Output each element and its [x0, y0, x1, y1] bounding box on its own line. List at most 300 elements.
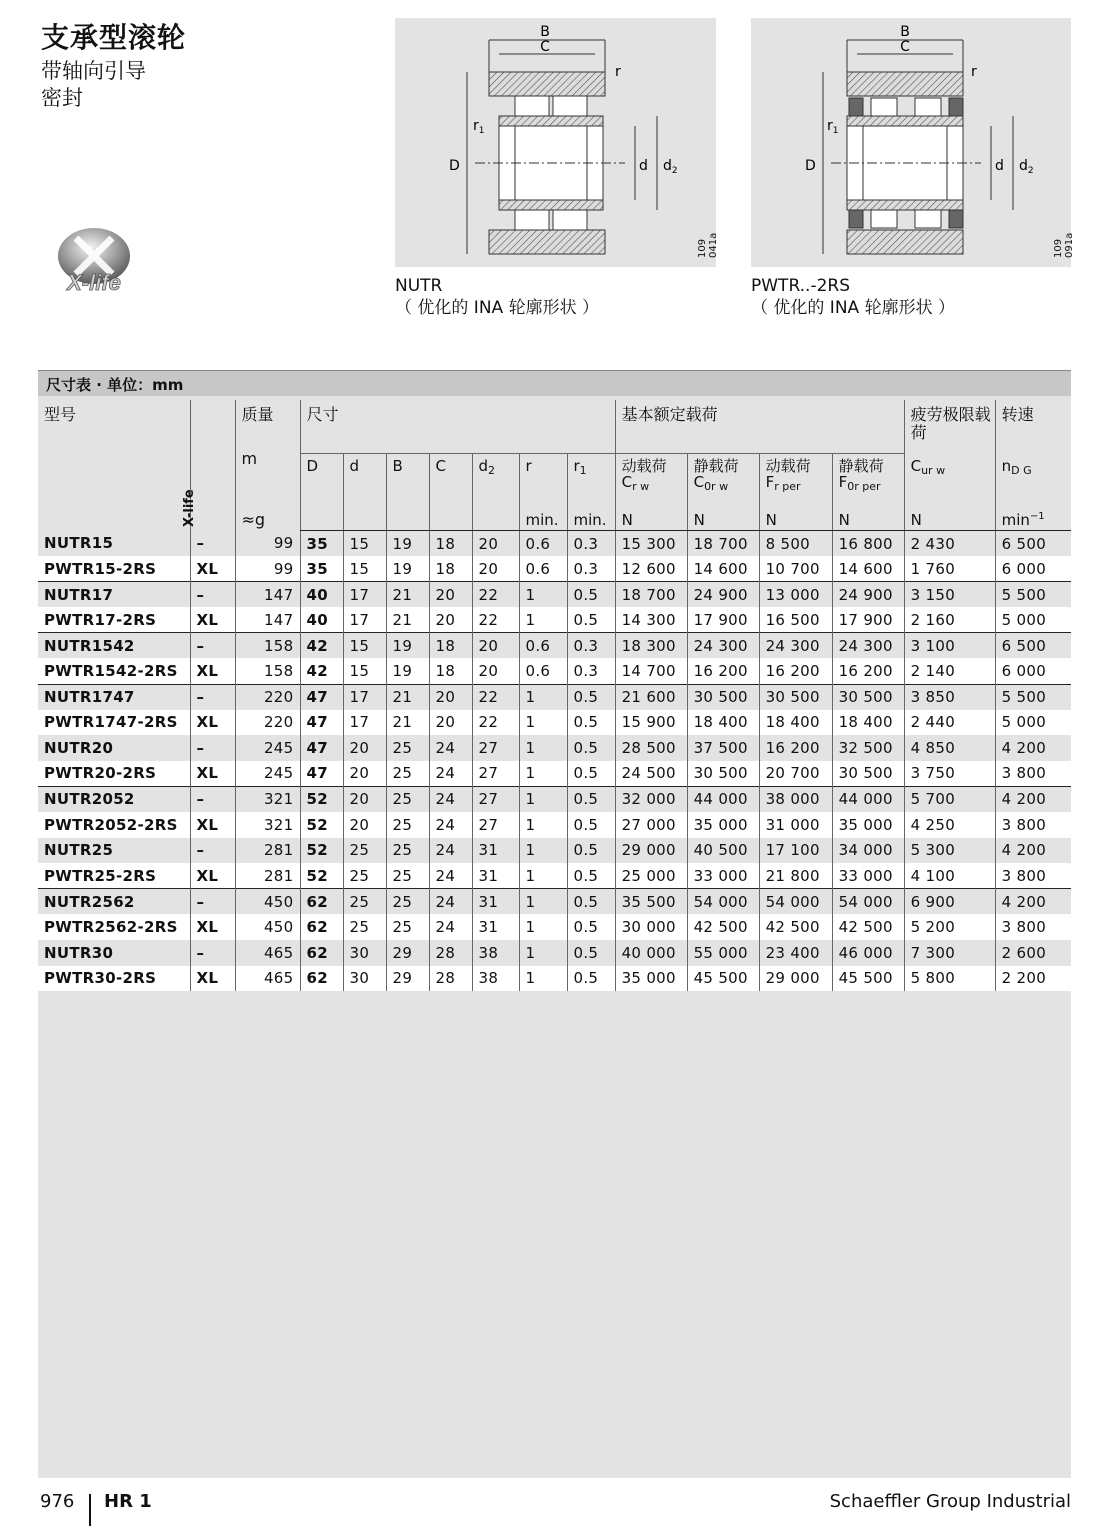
table-row: [38, 786, 1071, 812]
table-row: [38, 889, 1071, 915]
table-cell: 2 440: [904, 710, 995, 736]
table-cell: 24: [429, 914, 472, 940]
table-cell: XL: [190, 658, 235, 684]
table-cell: 1: [519, 761, 567, 787]
table-cell: 20: [472, 556, 519, 582]
table-cell: 0.6: [519, 531, 567, 557]
table-cell: 17: [343, 710, 386, 736]
table-cell: 40: [300, 607, 343, 633]
table-cell: 20: [429, 684, 472, 710]
table-cell: 16 500: [759, 607, 832, 633]
table-cell: 1 760: [904, 556, 995, 582]
table-cell: 4 100: [904, 863, 995, 889]
table-cell: 47: [300, 684, 343, 710]
table-cell: 147: [235, 582, 300, 608]
cell-model: PWTR25-2RS: [44, 866, 157, 885]
header-d: d: [343, 454, 386, 531]
table-cell: 0.5: [567, 710, 615, 736]
cell-model: PWTR2562-2RS: [44, 918, 178, 937]
dim-label-D: D: [805, 158, 816, 174]
table-cell: 0.6: [519, 556, 567, 582]
dim-label-d2: $d_2$: [663, 158, 678, 176]
dim-label-b: B: [900, 24, 910, 40]
figure-name: NUTR: [395, 276, 443, 296]
table-cell: –: [190, 786, 235, 812]
table-cell: 1: [519, 684, 567, 710]
table-cell: –: [190, 531, 235, 557]
table-cell: 19: [386, 556, 429, 582]
table-cell: 20: [343, 812, 386, 838]
table-cell: 19: [386, 531, 429, 557]
figure-code: 109 091a: [1053, 232, 1075, 258]
table-cell: 2 140: [904, 658, 995, 684]
table-cell: 25: [343, 889, 386, 915]
cell-model: PWTR2052-2RS: [44, 815, 178, 834]
table-cell: XL: [190, 914, 235, 940]
table-cell: 321: [235, 812, 300, 838]
table-cell: 3 150: [904, 582, 995, 608]
header-model: 型号: [44, 405, 77, 424]
table-cell: 18 400: [687, 710, 759, 736]
header-static-load-c0rw: 静载荷 $C_{0r w}$ N: [687, 454, 759, 531]
table-cell: 18: [429, 531, 472, 557]
header-speed-ndg: $n_{D G}$ $\min^{-1}$: [995, 454, 1071, 531]
page-subtitle: [41, 58, 146, 112]
table-cell: 47: [300, 735, 343, 761]
table-cell: 15: [343, 556, 386, 582]
table-cell: 30 500: [832, 684, 904, 710]
table-cell: 99: [235, 531, 300, 557]
table-cell: 99: [235, 556, 300, 582]
table-row: [38, 633, 1071, 659]
table-cell: 62: [300, 966, 343, 992]
table-cell: 16 200: [832, 658, 904, 684]
table-cell: 42 500: [759, 914, 832, 940]
table-cell: 15 300: [615, 531, 687, 557]
dim-label-d: d: [639, 158, 648, 174]
table-header-row: [38, 400, 1071, 454]
table-cell: 7 300: [904, 940, 995, 966]
table-cell: 19: [386, 658, 429, 684]
table-cell: 20: [429, 607, 472, 633]
table-cell: 44 000: [832, 786, 904, 812]
table-row: [38, 966, 1071, 992]
figure-nutr-drawing: [395, 18, 719, 267]
table-cell: –: [190, 582, 235, 608]
table-cell: 5 500: [995, 582, 1071, 608]
table-cell: 24 900: [832, 582, 904, 608]
table-cell: XL: [190, 966, 235, 992]
table-cell: 450: [235, 914, 300, 940]
table-cell: 1: [519, 582, 567, 608]
table-cell: 0.5: [567, 582, 615, 608]
table-cell: 6 900: [904, 889, 995, 915]
table-cell: XL: [190, 761, 235, 787]
table-cell: 22: [472, 582, 519, 608]
table-cell: 18 300: [615, 633, 687, 659]
table-cell: 1: [519, 940, 567, 966]
table-cell: 4 200: [995, 735, 1071, 761]
table-cell: 27: [472, 786, 519, 812]
table-cell: 4 200: [995, 889, 1071, 915]
table-cell: 30 500: [687, 684, 759, 710]
table-cell: 23 400: [759, 940, 832, 966]
footer-company: Schaeffler Group Industrial: [829, 1491, 1071, 1512]
table-cell: 18 400: [759, 710, 832, 736]
table-cell: 25: [386, 761, 429, 787]
table-cell: 37 500: [687, 735, 759, 761]
table-cell: 24 300: [759, 633, 832, 659]
table-cell: 24: [429, 889, 472, 915]
figure-code: 109 041a: [697, 232, 719, 258]
dim-label-D: D: [449, 158, 460, 174]
x-life-logo-icon: [38, 222, 150, 298]
table-cell: 17: [343, 684, 386, 710]
table-cell: 24 300: [832, 633, 904, 659]
table-cell: 0.5: [567, 863, 615, 889]
table-cell: 24 900: [687, 582, 759, 608]
table-row: [38, 531, 1071, 557]
table-cell: 24 500: [615, 761, 687, 787]
table-cell: 25: [343, 838, 386, 864]
table-cell: 0.5: [567, 735, 615, 761]
table-cell: 1: [519, 838, 567, 864]
table-cell: 0.5: [567, 838, 615, 864]
table-cell: 29 000: [615, 838, 687, 864]
table-cell: 29: [386, 940, 429, 966]
table-cell: 0.5: [567, 812, 615, 838]
table-cell: 8 500: [759, 531, 832, 557]
table-cell: 30: [343, 940, 386, 966]
table-cell: 3 800: [995, 761, 1071, 787]
table-cell: 40 000: [615, 940, 687, 966]
table-cell: 31: [472, 863, 519, 889]
cell-model: NUTR2052: [38, 786, 190, 812]
table-cell: 25: [386, 889, 429, 915]
table-cell: 1: [519, 735, 567, 761]
table-cell: 38 000: [759, 786, 832, 812]
table-cell: 450: [235, 889, 300, 915]
cell-model: NUTR1747: [38, 684, 190, 710]
table-cell: 35 000: [832, 812, 904, 838]
table-cell: 15 900: [615, 710, 687, 736]
table-cell: –: [190, 838, 235, 864]
table-cell: 46 000: [832, 940, 904, 966]
header-d2: $d_2$: [472, 454, 519, 531]
table-cell: 0.3: [567, 531, 615, 557]
table-cell: 62: [300, 940, 343, 966]
table-cell: 52: [300, 863, 343, 889]
table-cell: 15: [343, 658, 386, 684]
table-cell: 5 300: [904, 838, 995, 864]
table-cell: 27: [472, 812, 519, 838]
table-cell: 0.5: [567, 940, 615, 966]
table-body: [38, 531, 1071, 992]
table-cell: 24: [429, 812, 472, 838]
table-cell: 47: [300, 761, 343, 787]
table-cell: 13 000: [759, 582, 832, 608]
table-cell: 54 000: [832, 889, 904, 915]
table-cell: 2 600: [995, 940, 1071, 966]
table-cell: 33 000: [687, 863, 759, 889]
table-cell: 35: [300, 531, 343, 557]
table-row: [38, 863, 1071, 889]
table-row: [38, 556, 1071, 582]
table-cell: 44 000: [687, 786, 759, 812]
table-cell: 21: [386, 607, 429, 633]
table-cell: 52: [300, 812, 343, 838]
table-cell: 0.6: [519, 658, 567, 684]
table-cell: 321: [235, 786, 300, 812]
table-cell: 1: [519, 607, 567, 633]
cell-model: PWTR20-2RS: [44, 764, 157, 783]
dim-label-r1: $r_1$: [473, 118, 485, 136]
table-cell: 5 000: [995, 607, 1071, 633]
table-cell: 29: [386, 966, 429, 992]
table-cell: 55 000: [687, 940, 759, 966]
table-cell: 20: [429, 710, 472, 736]
table-cell: 30: [343, 966, 386, 992]
cell-model: NUTR2562: [38, 889, 190, 915]
table-cell: 4 250: [904, 812, 995, 838]
table-cell: 25: [386, 838, 429, 864]
table-cell: XL: [190, 812, 235, 838]
table-cell: 33 000: [832, 863, 904, 889]
table-cell: 15: [343, 633, 386, 659]
table-cell: 17 100: [759, 838, 832, 864]
table-cell: 2 430: [904, 531, 995, 557]
table-cell: 2 200: [995, 966, 1071, 992]
table-cell: 31: [472, 914, 519, 940]
table-cell: 0.5: [567, 889, 615, 915]
table-row: [38, 735, 1071, 761]
header-xlife: X-life: [190, 400, 235, 531]
table-cell: 14 300: [615, 607, 687, 633]
table-cell: 20: [343, 786, 386, 812]
dim-label-d2: $d_2$: [1019, 158, 1034, 176]
table-row: [38, 607, 1071, 633]
x-life-logo-text: X-life: [67, 270, 121, 295]
table-cell: 1: [519, 889, 567, 915]
table-cell: 281: [235, 863, 300, 889]
table-cell: 25: [386, 735, 429, 761]
table-cell: 245: [235, 761, 300, 787]
cell-model: PWTR1542-2RS: [44, 662, 178, 681]
table-cell: 62: [300, 914, 343, 940]
table-cell: 22: [472, 684, 519, 710]
table-cell: –: [190, 889, 235, 915]
table-cell: –: [190, 684, 235, 710]
table-cell: XL: [190, 863, 235, 889]
table-cell: 24: [429, 838, 472, 864]
table-cell: 465: [235, 966, 300, 992]
subtitle-line-2: 密封: [41, 86, 83, 110]
table-row: [38, 710, 1071, 736]
table-cell: 24: [429, 863, 472, 889]
table-cell: 35 000: [687, 812, 759, 838]
header-dimensions: 尺寸: [300, 400, 615, 454]
table-cell: 16 200: [759, 735, 832, 761]
dim-label-c: C: [540, 39, 550, 55]
table-row: [38, 658, 1071, 684]
table-cell: 27 000: [615, 812, 687, 838]
table-cell: 24 300: [687, 633, 759, 659]
table-cell: 32 000: [615, 786, 687, 812]
table-cell: –: [190, 940, 235, 966]
table-cell: XL: [190, 607, 235, 633]
table-cell: 245: [235, 735, 300, 761]
table-cell: 25: [343, 863, 386, 889]
table-cell: 42 500: [832, 914, 904, 940]
table-cell: 20: [472, 633, 519, 659]
table-cell: 0.5: [567, 914, 615, 940]
table-cell: 16 800: [832, 531, 904, 557]
table-cell: 158: [235, 658, 300, 684]
dim-label-b: B: [540, 24, 550, 40]
cell-model: PWTR30-2RS: [44, 969, 157, 988]
table-cell: 25: [386, 863, 429, 889]
table-cell: 20: [343, 735, 386, 761]
table-cell: 52: [300, 786, 343, 812]
table-cell: 45 500: [687, 966, 759, 992]
table-row: [38, 582, 1071, 608]
page-title: 支承型滚轮: [41, 21, 187, 54]
table-cell: 1: [519, 914, 567, 940]
header-dynamic-load-crw: 动载荷 $C_{r w}$ N: [615, 454, 687, 531]
table-cell: 158: [235, 633, 300, 659]
table-cell: 31: [472, 838, 519, 864]
table-cell: 6 000: [995, 556, 1071, 582]
header-static-load-f0rper: 静载荷 $F_{0r per}$ N: [832, 454, 904, 531]
table-cell: 42: [300, 633, 343, 659]
cell-model: PWTR1747-2RS: [44, 713, 178, 732]
table-cell: 25 000: [615, 863, 687, 889]
table-cell: 35 000: [615, 966, 687, 992]
table-cell: 12 600: [615, 556, 687, 582]
table-cell: 28: [429, 966, 472, 992]
table-cell: 14 600: [687, 556, 759, 582]
table-cell: 3 100: [904, 633, 995, 659]
dimension-table: [38, 400, 1071, 991]
table-cell: 4 850: [904, 735, 995, 761]
table-cell: 2 160: [904, 607, 995, 633]
table-row: [38, 684, 1071, 710]
header-D: D: [300, 454, 343, 531]
table-cell: 24: [429, 761, 472, 787]
table-cell: 40: [300, 582, 343, 608]
figure-desc: （ 优化的 INA 轮廓形状 ）: [751, 298, 955, 318]
table-cell: 27: [472, 761, 519, 787]
cell-model: NUTR15: [44, 534, 114, 553]
table-cell: 10 700: [759, 556, 832, 582]
table-cell: 47: [300, 710, 343, 736]
table-cell: 6 500: [995, 531, 1071, 557]
table-cell: 0.5: [567, 966, 615, 992]
figure-pwtr-drawing: [751, 18, 1075, 267]
table-cell: 38: [472, 940, 519, 966]
header-r1: $r_1$ min.: [567, 454, 615, 531]
cell-model: NUTR30: [44, 943, 114, 962]
table-cell: 4 200: [995, 838, 1071, 864]
table-cell: 20: [472, 658, 519, 684]
table-cell: 30 500: [832, 761, 904, 787]
table-cell: 0.3: [567, 658, 615, 684]
table-cell: 220: [235, 684, 300, 710]
table-cell: 32 500: [832, 735, 904, 761]
table-cell: 30 500: [687, 761, 759, 787]
table-cell: 220: [235, 710, 300, 736]
subtitle-line-1: 带轴向引导: [41, 59, 146, 83]
table-cell: 18: [429, 633, 472, 659]
table-cell: XL: [190, 556, 235, 582]
table-cell: 1: [519, 863, 567, 889]
table-cell: 20: [472, 531, 519, 557]
table-cell: 465: [235, 940, 300, 966]
table-cell: 28: [429, 940, 472, 966]
table-row: [38, 838, 1071, 864]
header-r: r min.: [519, 454, 567, 531]
table-cell: 21: [386, 684, 429, 710]
table-cell: 29 000: [759, 966, 832, 992]
table-cell: 35 500: [615, 889, 687, 915]
table-row: [38, 914, 1071, 940]
table-cell: 5 500: [995, 684, 1071, 710]
table-cell: 19: [386, 633, 429, 659]
table-cell: 0.3: [567, 633, 615, 659]
table-cell: 147: [235, 607, 300, 633]
table-cell: 16 200: [687, 658, 759, 684]
table-cell: 21: [386, 710, 429, 736]
table-cell: 27: [472, 735, 519, 761]
cell-model: NUTR1542: [38, 633, 190, 659]
table-cell: 17 900: [687, 607, 759, 633]
table-cell: 21 800: [759, 863, 832, 889]
header-speed: 转速: [995, 400, 1071, 454]
dim-label-d: d: [995, 158, 1004, 174]
footer-divider: [89, 1494, 91, 1526]
header-B: B: [386, 454, 429, 531]
table-cell: 3 800: [995, 914, 1071, 940]
table-cell: 38: [472, 966, 519, 992]
table-cell: 54 000: [759, 889, 832, 915]
header-dynamic-load-frper: 动载荷 $F_{r per}$ N: [759, 454, 832, 531]
table-cell: 1: [519, 710, 567, 736]
table-row: [38, 940, 1071, 966]
cell-model: NUTR20: [44, 739, 114, 758]
table-cell: 0.5: [567, 607, 615, 633]
table-row: [38, 812, 1071, 838]
table-cell: 20: [429, 582, 472, 608]
table-cell: 18: [429, 658, 472, 684]
table-cell: 31: [472, 889, 519, 915]
table-cell: 4 200: [995, 786, 1071, 812]
table-cell: 18: [429, 556, 472, 582]
table-cell: 3 800: [995, 863, 1071, 889]
table-cell: 5 000: [995, 710, 1071, 736]
dim-label-r: r: [971, 64, 977, 80]
table-cell: 0.5: [567, 786, 615, 812]
table-cell: 3 750: [904, 761, 995, 787]
table-cell: 5 800: [904, 966, 995, 992]
header-fatigue-curw: $C_{ur w}$ N: [904, 454, 995, 531]
table-cell: 17: [343, 607, 386, 633]
header-fatigue: 疲劳极限载荷: [904, 400, 995, 454]
header-C: C: [429, 454, 472, 531]
cell-model: PWTR15-2RS: [44, 559, 157, 578]
footer-page-number: 976: [40, 1491, 75, 1512]
table-cell: 14 600: [832, 556, 904, 582]
figure-name: PWTR..-2RS: [751, 276, 851, 296]
